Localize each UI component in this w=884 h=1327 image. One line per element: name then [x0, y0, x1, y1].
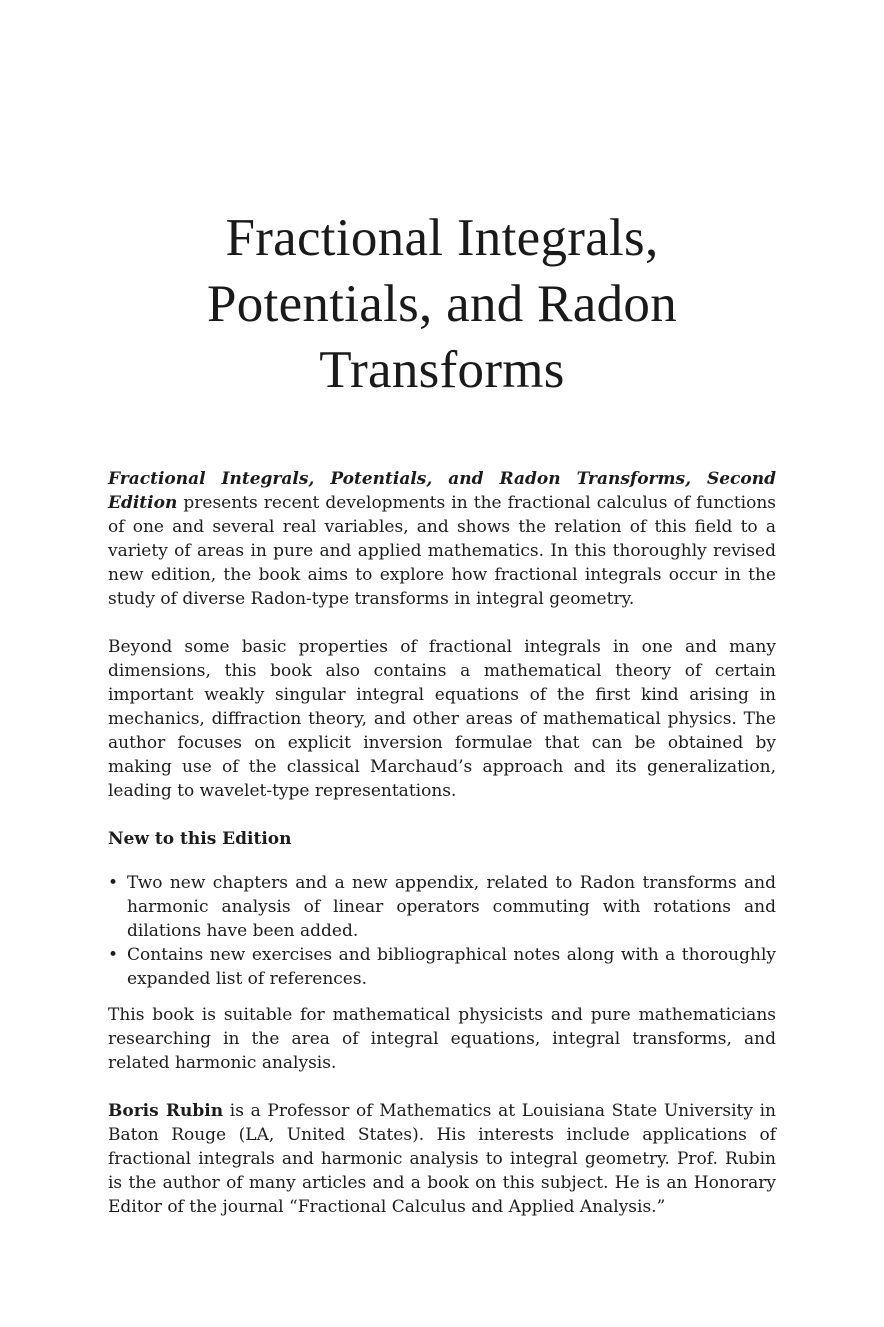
new-edition-heading: New to this Edition — [108, 829, 292, 849]
title-line-1: Fractional Integrals, — [225, 209, 659, 267]
book-title — [108, 205, 776, 403]
scope-paragraph: Beyond some basic properties of fractional integrals in one and many dimensions, this book also contains a mathematical theory of certain important weakly singular integral equations of the first kind arising in mechanics, diffraction theory, and other areas of mathematical physics. The author focuses on explicit inversion formulae that can be obtained by making use of the classical Marchaud’s approach and its generalization, leading to wavelet-type representations. — [108, 637, 776, 801]
new-edition-list — [108, 871, 776, 991]
bullet-icon: • — [108, 873, 119, 893]
author-bio-paragraph — [108, 1099, 776, 1219]
intro-paragraph — [108, 467, 776, 611]
bullet-icon: • — [108, 945, 119, 965]
list-item-text: Two new chapters and a new appendix, related to Radon transforms and harmonic analysis of linear operators commuting with rotations and dilations have been added. — [127, 873, 776, 941]
title-line-3: Transforms — [319, 341, 565, 399]
list-item — [108, 871, 776, 943]
title-line-2: Potentials, and Radon — [207, 275, 677, 333]
list-item-text: Contains new exercises and bibliographical notes along with a thoroughly expanded list of references. — [127, 945, 776, 989]
book-description — [108, 467, 776, 1219]
author-name: Boris Rubin — [108, 1101, 224, 1121]
audience-paragraph: This book is suitable for mathematical physicists and pure mathematicians researching in the area of integral equations, integral transforms, and related harmonic analysis. — [108, 1005, 776, 1073]
author-bio: is a Professor of Mathematics at Louisiana State University in Baton Rouge (LA, United States). His interests include applications of fractional integrals and harmonic analysis to integral geometry. Prof. Rubin is the author of many articles and a book on this subject. He is an Honorary Editor of the journal “Fractional Calculus and Applied Analysis.” — [108, 1101, 777, 1217]
intro-text: presents recent developments in the fractional calculus of functions of one and several real variables, and shows the relation of this field to a variety of areas in pure and applied mathematics. In this thoroughly revised new edition, the book aims to explore how fractional integrals occur in the study of diverse Radon-type transforms in integral geometry. — [108, 493, 776, 609]
list-item — [108, 943, 776, 991]
book-name-emphasis: Fractional Integrals, Potentials, and Radon Transforms, Second Edition — [108, 469, 776, 513]
